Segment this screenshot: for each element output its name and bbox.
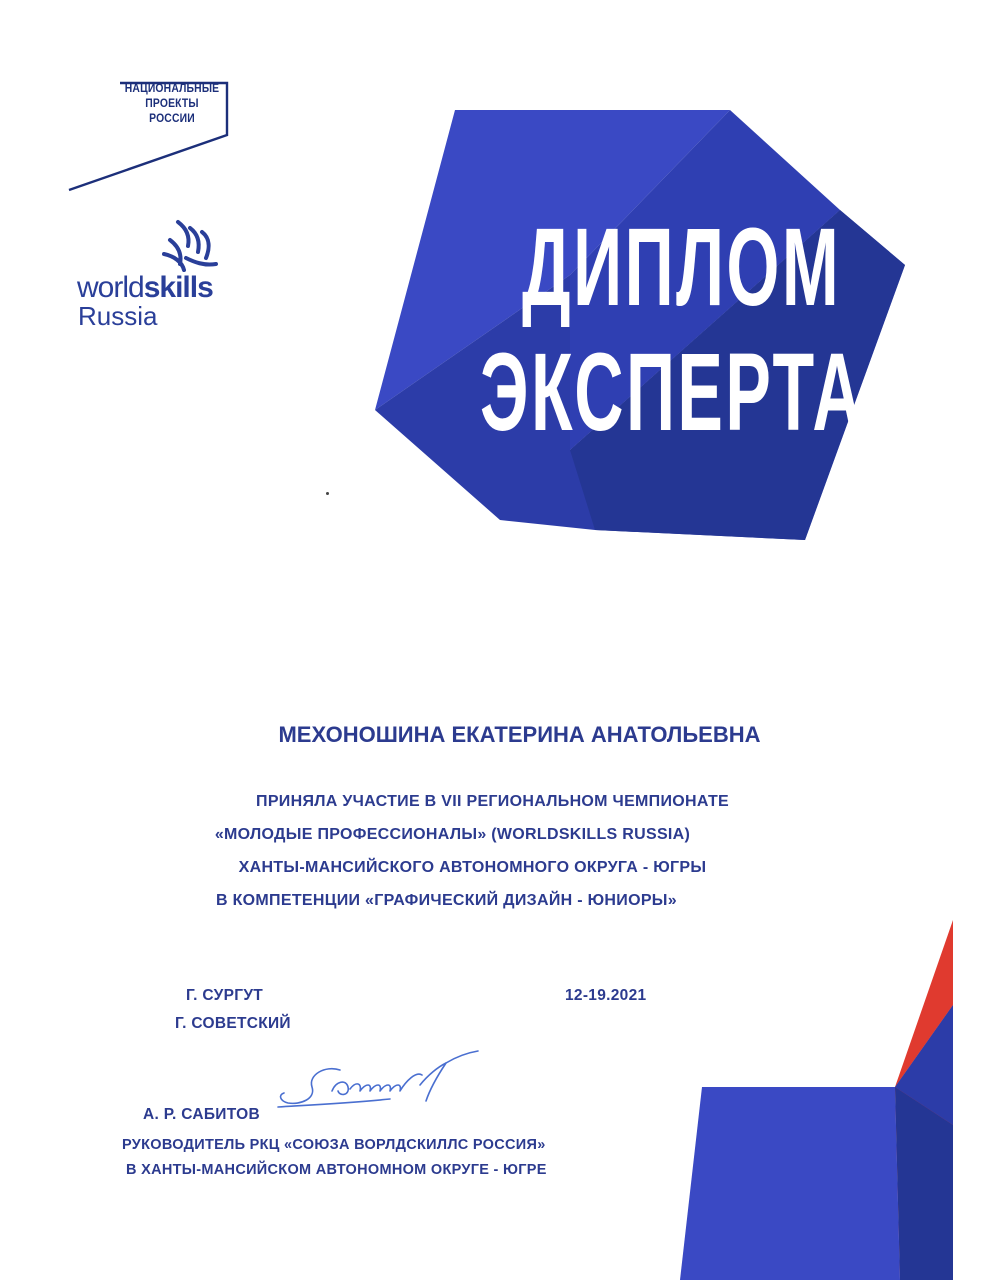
event-dates: 12-19.2021 (565, 987, 647, 1004)
np-line-3: РОССИИ (149, 113, 195, 125)
body-line-4: В КОМПЕТЕНЦИИ «ГРАФИЧЕСКИЙ ДИЗАЙН - ЮНИОРЫ» (216, 892, 677, 909)
signer-position-line-1: РУКОВОДИТЕЛЬ РКЦ «СОЮЗА ВОРЛДСКИЛЛС РОССИЯ» (122, 1137, 546, 1153)
np-line-2: ПРОЕКТЫ (145, 98, 199, 110)
recipient-name: МЕХОНОШИНА ЕКАТЕРИНА АНАТОЛЬЕВНА (278, 722, 761, 747)
np-line-1: НАЦИОНАЛЬНЫЕ (124, 83, 220, 95)
scan-speck (326, 492, 329, 495)
body-line-2: «МОЛОДЫЕ ПРОФЕССИОНАЛЫ» (WORLDSKILLS RUSSIA) (214, 826, 691, 843)
diploma-title-line-1: ДИПЛОМ (522, 206, 842, 329)
signer-position-line-2: В ХАНТЫ-МАНСИЙСКОМ АВТОНОМНОМ ОКРУГЕ - ЮГРЕ (126, 1162, 547, 1178)
body-line-3: ХАНТЫ-МАНСИЙСКОГО АВТОНОМНОГО ОКРУГА - ЮГРЫ (238, 859, 707, 876)
worldskills-word-light: world (77, 271, 144, 304)
decorative-cube (375, 110, 905, 550)
worldskills-wordmark (77, 272, 213, 304)
diploma-title-line-2: ЭКСПЕРТА (480, 331, 865, 454)
worldskills-hand-icon (160, 218, 222, 274)
national-projects-logo-text (123, 82, 220, 127)
signer-name: А. Р. САБИТОВ (143, 1106, 260, 1123)
city-surgut: Г. СУРГУТ (186, 987, 264, 1004)
worldskills-country: Russia (78, 301, 158, 331)
blue-block-light (680, 1087, 900, 1280)
city-sovetsky: Г. СОВЕТСКИЙ (175, 1015, 291, 1032)
worldskills-word-bold: skills (143, 271, 213, 304)
decorative-corner-shapes (640, 915, 989, 1280)
body-line-1: ПРИНЯЛА УЧАСТИЕ В VII РЕГИОНАЛЬНОМ ЧЕМПИОНАТЕ (256, 793, 729, 810)
handwritten-signature (270, 1045, 485, 1125)
